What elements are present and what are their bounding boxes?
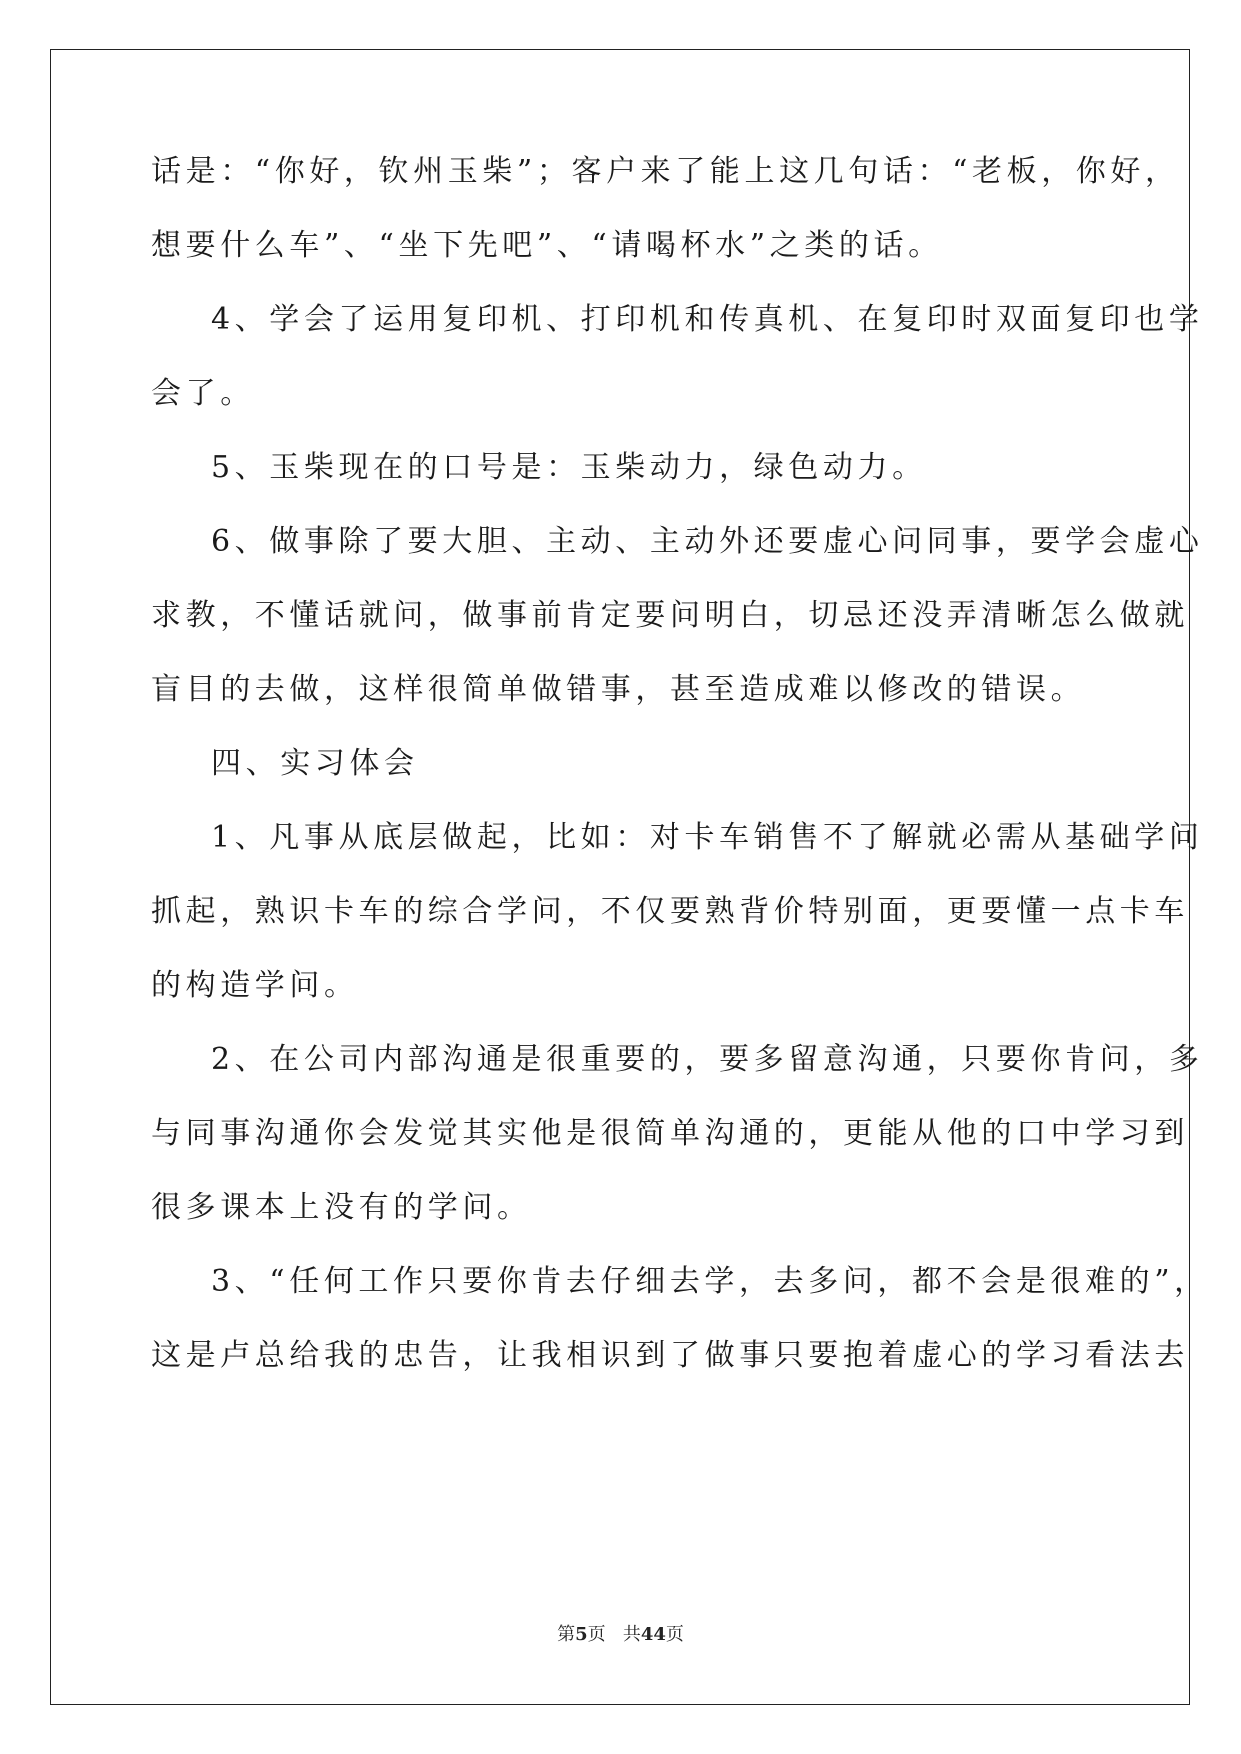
text-line: 求教，不懂话就问，做事前肯定要问明白，切忌还没弄清晰怎么做就 [151,598,1189,633]
text-line: 这是卢总给我的忠告，让我相识到了做事只要抱着虚心的学习看法去 [151,1338,1189,1373]
paragraph-start-1: 1、凡事从底层做起，比如：对卡车销售不了解就必需从基础学问 [211,820,1204,855]
page-footer [0,1623,1241,1647]
text-line: 会了。 [151,376,255,411]
footer-total-prefix: 共 [622,1624,641,1645]
paragraph-start-4: 4、学会了运用复印机、打印机和传真机、在复印时双面复印也学 [211,302,1204,337]
text-line: 的构造学问。 [151,968,359,1003]
paragraph-start-3: 3、“任何工作只要你肯去仔细去学，去多问，都不会是很难的”， [211,1264,1209,1299]
footer-prefix: 第 [557,1624,576,1645]
paragraph-start-2: 2、在公司内部沟通是很重要的，要多留意沟通，只要你肯问，多 [211,1042,1204,1077]
page-border [50,49,1190,1705]
paragraph-start-5: 5、玉柴现在的口号是：玉柴动力，绿色动力。 [211,450,927,485]
total-pages-number: 44 [640,1624,666,1645]
text-line: 话是：“你好，钦州玉柴”；客户来了能上这几句话：“老板，你好， [151,154,1180,189]
current-page-number: 5 [575,1624,588,1645]
text-line: 盲目的去做，这样很简单做错事，甚至造成难以修改的错误。 [151,672,1086,707]
text-line: 很多课本上没有的学问。 [151,1190,532,1225]
paragraph-start-6: 6、做事除了要大胆、主动、主动外还要虚心问同事，要学会虚心 [211,524,1204,559]
text-line: 与同事沟通你会发觉其实他是很简单沟通的，更能从他的口中学习到 [151,1116,1189,1151]
text-line: 抓起，熟识卡车的综合学问，不仅要熟背价特别面，更要懂一点卡车 [151,894,1189,929]
footer-total-unit: 页 [665,1624,684,1645]
section-heading: 四、实习体会 [211,746,419,781]
footer-page-unit: 页 [587,1624,606,1645]
text-line: 想要什么车”、“坐下先吧”、“请喝杯水”之类的话。 [151,228,943,263]
